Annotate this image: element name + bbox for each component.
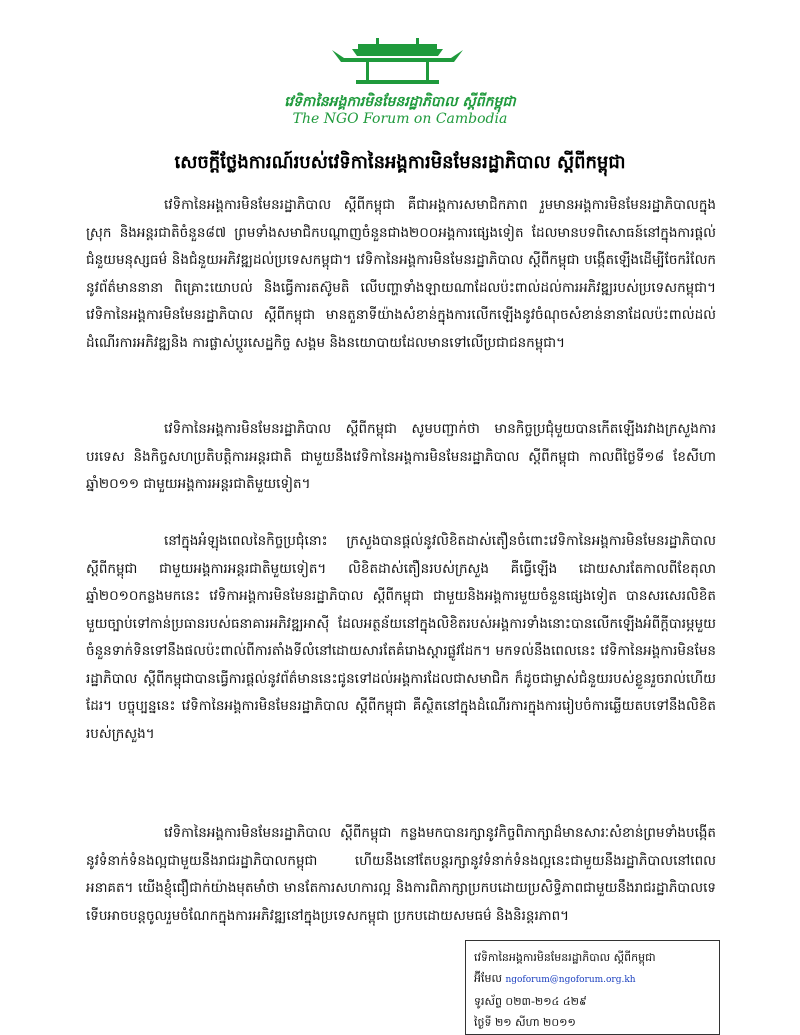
pavilion-logo-icon [330, 36, 465, 88]
contact-email-row [474, 968, 711, 991]
paragraph-1: វេទិកានៃអង្គការមិនមែនរដ្ឋាភិបាល ស្តីពីកម្ពុជា គឺជាអង្គការសមាជិកភាព រួមមានអង្គការមិនមែនរដ្ឋាភិបាលក្នុងស្រុក និងអន្តរជាតិចំនួន៨៧ ព្រមទាំងសមាជិកបណ្តាញចំនួនជាង២០០អង្គការផ្សេងទៀត ដែលមានបទពិសោធន៍នៅក្នុងការផ្តល់ជំនួយមនុស្សធម៌ និងជំនួយអភិវឌ្ឍដល់ប្រទេសកម្ពុជា។ វេទិកានៃអង្គការមិនមែនរដ្ឋាភិបាល ស្តីពីកម្ពុជា បង្កើតឡើងដើម្បីចែករំលែកនូវព័ត៌មាននានា ពិគ្រោះយោបល់ និងធ្វើការតស៊ូមតិ លើបញ្ហាទាំងឡាយណាដែលប៉ះពាល់ដល់ការអភិវឌ្ឍរបស់ប្រទេសកម្ពុជា។ វេទិកានៃអង្គការមិនមែនរដ្ឋាភិបាល ស្តីពីកម្ពុជា មានតួនាទីយ៉ាងសំខាន់ក្នុងការលើកឡើងនូវចំណុចសំខាន់នានាដែលប៉ះពាល់ដល់ដំណើរការអភិវឌ្ឍនិង ការផ្លាស់ប្តូរសេដ្ឋកិច្ច សង្គម និងនយោបាយដែលមានទៅលើប្រជាជនកម្ពុជា។ [86, 197, 716, 351]
contact-email-label: អ៊ីមែល [474, 972, 502, 985]
paragraph-3: នៅក្នុងអំឡុងពេលនៃកិច្ចប្រជុំនោះ ក្រសួងបានផ្តល់នូវលិខិតដាស់តឿនចំពោះវេទិកានៃអង្គការមិនមែនរដ្ឋាភិបាល ស្តីពីកម្ពុជា ជាមួយអង្គការអន្តរជាតិមួយទៀត។ លិខិតដាស់តឿនរបស់ក្រសួង គឺធ្វើឡើង ដោយសារតែកាលពីខែតុលា ឆ្នាំ២០១០កន្លងមកនេះ វេទិកាអង្គការមិនមែនរដ្ឋាភិបាល ស្តីពីកម្ពុជា ជាមួយនិងអង្គការមួយចំនួនផ្សេងទៀត បានសរសេរលិខិតមួយច្បាប់ទៅកាន់ប្រធានរបស់ធនាគារអភិវឌ្ឍអាស៊ី ដែលអត្ថន័យនៅក្នុងលិខិតរបស់អង្គការទាំងនោះបានលើកឡើងអំពីក្តីបារម្ភមួយចំនួនទាក់ទិនទៅនឹងផលប៉ះពាល់ពីការតាំងទីលំនៅដោយសារតែគំរោងស្តារផ្លូវដែក។ មកទល់នឹងពេលនេះ វេទិកានៃអង្គការមិនមែន រដ្ឋាភិបាល ស្តីពីកម្ពុជាបានធ្វើការផ្តល់នូវព័ត៌មាននេះជូនទៅដល់អង្គការដែលជាសមាជិក ក៏ដូចជាម្ចាស់ជំនួយរបស់ខ្លួនរួចរាល់ហើយដែរ។ បច្ចុប្បន្ននេះ វេទិកានៃអង្គការមិនមែនរដ្ឋាភិបាល ស្តីពីកម្ពុជា គឺស្ថិតនៅក្នុងដំណើរការក្នុងការរៀបចំការឆ្លើយតបទៅនឹងលិខិតរបស់ក្រសួង។ [86, 533, 716, 742]
contact-box [465, 940, 720, 1035]
contact-phone: ទូរស័ព្ទ ០២៣-២១៤ ៤២៩ [474, 995, 587, 1008]
contact-org: វេទិកានៃអង្គការមិនមែនរដ្ឋាភិបាល ស្តីពីកម្ពុជា [474, 951, 656, 964]
org-name-english: The NGO Forum on Cambodia [292, 111, 508, 127]
page-title: សេចក្តីថ្លែងការណ៍របស់វេទិកានៃអង្គការមិនមែនរដ្ឋាភិបាល ស្តីពីកម្ពុជា [174, 152, 626, 173]
org-name-khmer: វេទិកានៃអង្គការមិនមែនរដ្ឋាភិបាល ស្តីពីកម្ពុជា [284, 94, 516, 110]
contact-date: ថ្ងៃទី ២១ សីហា ២០១១ [474, 1016, 576, 1029]
paragraph-2: វេទិកានៃអង្គការមិនមែនរដ្ឋាភិបាល ស្តីពីកម្ពុជា សូមបញ្ជាក់ថា មានកិច្ចប្រជុំមួយបានកើតឡើងរវាងក្រសួងការបរទេស និងកិច្ចសហប្រតិបត្តិការអន្តរជាតិ ជាមួយនឹងវេទិកានៃអង្គការមិនមែនរដ្ឋាភិបាល ស្តីពីកម្ពុជា កាលពីថ្ងៃទី១៨ ខែសីហា ឆ្នាំ២០១១ ជាមួយអង្គការអន្តរជាតិមួយទៀត។ [86, 421, 716, 492]
paragraph-4: វេទិកានៃអង្គការមិនមែនរដ្ឋាភិបាល ស្តីពីកម្ពុជា កន្លងមកបានរក្សានូវកិច្ចពិភាក្សាដ៏មានសារៈសំខាន់ព្រមទាំងបង្កើតនូវទំនាក់ទំនងល្អជាមួយនឹងរាជរដ្ឋាភិបាលកម្ពុជា ហើយនឹងនៅតែបន្តរក្សានូវទំនាក់ទំនងល្អនេះជាមួយនឹងរដ្ឋាភិបាលនៅពេលអនាគត។ យើងខ្ញុំជឿជាក់យ៉ាងមុតមាំថា មានតែការសហការល្អ និងការពិភាក្សាប្រកបដោយប្រសិទ្ធិភាពជាមួយនឹងរាជរដ្ឋាភិបាលទេ ទើបអាចបន្តចូលរួមចំណែកក្នុងការអភិវឌ្ឍនៅក្នុងប្រទេសកម្ពុជា ប្រកបដោយសមធម៌ និងនិរន្តរភាព។ [86, 825, 716, 924]
contact-email-link[interactable]: ngoforum@ngoforum.org.kh [505, 975, 636, 985]
